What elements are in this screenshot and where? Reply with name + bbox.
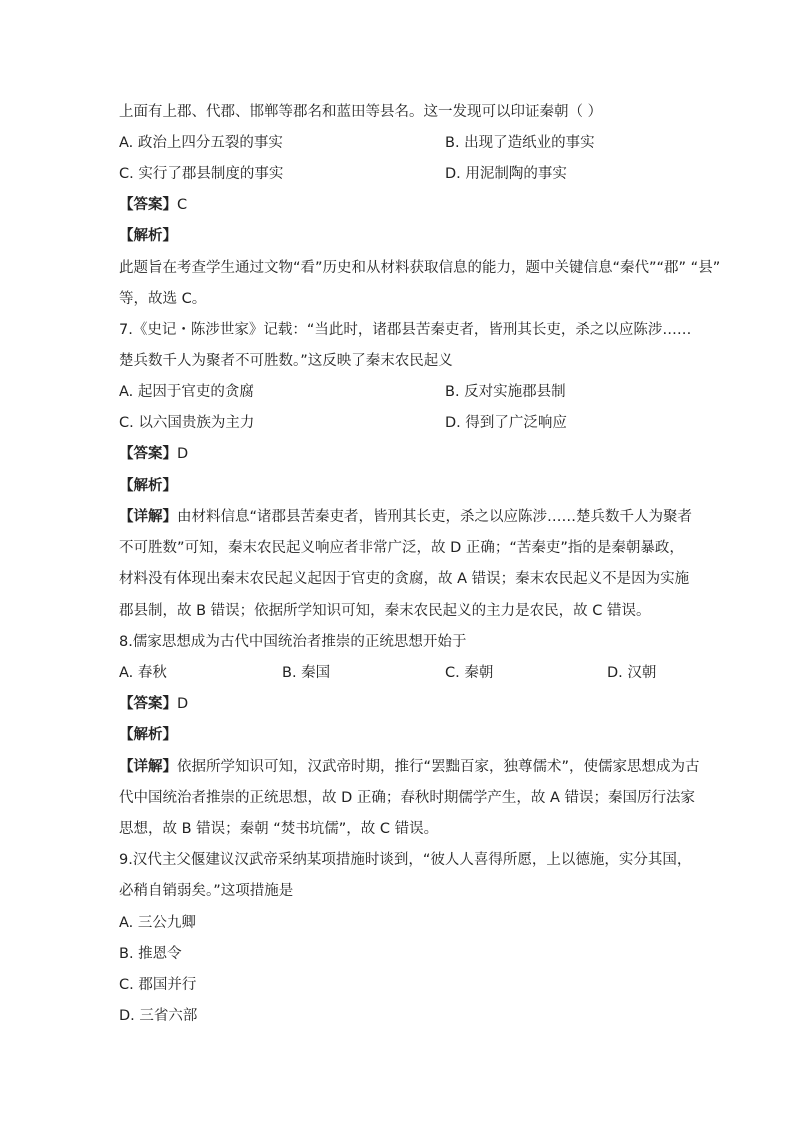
q7-detail-line [119, 507, 692, 527]
q9-stem-line: 必稍自销弱矣。”这项措施是 [119, 883, 294, 899]
answer-label: 【答案】 [119, 446, 177, 462]
q6-option-d: D. 用泥制陶的事实 [445, 166, 567, 182]
detail-text: 由材料信息“诸郡县苦秦吏者，皆刑其长吏，杀之以应陈涉……楚兵数千人为聚者 [177, 509, 693, 525]
q6-analysis-line: 此题旨在考查学生通过文物“看”历史和从材料获取信息的能力，题中关键信息“秦代”“郡” “县” [119, 260, 721, 276]
answer-value: D [177, 696, 189, 712]
q9-option-b: B. 推恩令 [119, 946, 182, 962]
q7-option-a: A. 起因于官吏的贪腐 [119, 384, 254, 400]
q6-option-a: A. 政治上四分五裂的事实 [119, 135, 283, 151]
q8-option-b: B. 秦国 [282, 665, 331, 681]
q7-detail-line: 不可胜数”可知，秦末农民起义响应者非常广泛，故 D 正确；“苦秦吏”指的是秦朝暴政， [119, 540, 684, 556]
q7-detail-line: 材料没有体现出秦末农民起义起因于官吏的贪腐，故 A 错误；秦末农民起义不是因为实施 [119, 571, 690, 587]
q9-option-d: D. 三省六部 [119, 1008, 198, 1024]
q6-stem: 上面有上郡、代郡、邯郸等郡名和蓝田等县名。这一发现可以印证秦朝（ ） [119, 104, 603, 120]
q8-detail-line: 代中国统治者推崇的正统思想，故 D 正确；春秋时期儒学产生，故 A 错误；秦国厉行法家 [119, 790, 696, 806]
q8-option-c: C. 秦朝 [445, 665, 494, 681]
q9-option-a: A. 三公九卿 [119, 915, 196, 931]
q7-option-b: B. 反对实施郡县制 [445, 384, 566, 400]
q7-stem-line: 楚兵数千人为聚者不可胜数。”这反映了秦末农民起义 [119, 353, 453, 369]
q8-option-d: D. 汉朝 [607, 665, 657, 681]
q9-stem-line: 9.汉代主父偃建议汉武帝采纳某项措施时谈到，“彼人人喜得所愿，上以德施，实分其国， [119, 852, 692, 868]
q6-answer [119, 195, 187, 215]
answer-value: C [177, 197, 188, 213]
q6-analysis-label: 【解析】 [119, 228, 177, 244]
q8-answer [119, 694, 188, 714]
q6-option-c: C. 实行了郡县制度的事实 [119, 166, 284, 182]
q7-stem-line: 7.《史记・陈涉世家》记载：“当此时，诸郡县苦秦吏者，皆刑其长吏，杀之以应陈涉…… [119, 322, 692, 338]
q8-detail-line: 思想，故 B 错误；秦朝 “焚书坑儒”，故 C 错误。 [119, 821, 439, 837]
q6-analysis-line: 等，故选 C。 [119, 291, 207, 307]
detail-label: 【详解】 [119, 509, 177, 525]
q7-option-c: C. 以六国贵族为主力 [119, 415, 255, 431]
q8-stem: 8.儒家思想成为古代中国统治者推崇的正统思想开始于 [119, 634, 467, 650]
q7-analysis-label: 【解析】 [119, 478, 177, 494]
answer-label: 【答案】 [119, 696, 177, 712]
detail-label: 【详解】 [119, 759, 177, 775]
q6-option-b: B. 出现了造纸业的事实 [445, 135, 595, 151]
answer-label: 【答案】 [119, 197, 177, 213]
detail-text: 依据所学知识可知，汉武帝时期，推行“罢黜百家，独尊儒术”，使儒家思想成为古 [177, 759, 700, 775]
q8-analysis-label: 【解析】 [119, 727, 177, 743]
q7-detail-line: 郡县制，故 B 错误；依据所学知识可知，秦末农民起义的主力是农民，故 C 错误。 [119, 603, 651, 619]
q7-answer [119, 444, 188, 464]
q8-detail-line [119, 757, 700, 777]
q8-option-a: A. 春秋 [119, 665, 167, 681]
q9-option-c: C. 郡国并行 [119, 977, 197, 993]
q7-option-d: D. 得到了广泛响应 [445, 415, 567, 431]
answer-value: D [177, 446, 189, 462]
